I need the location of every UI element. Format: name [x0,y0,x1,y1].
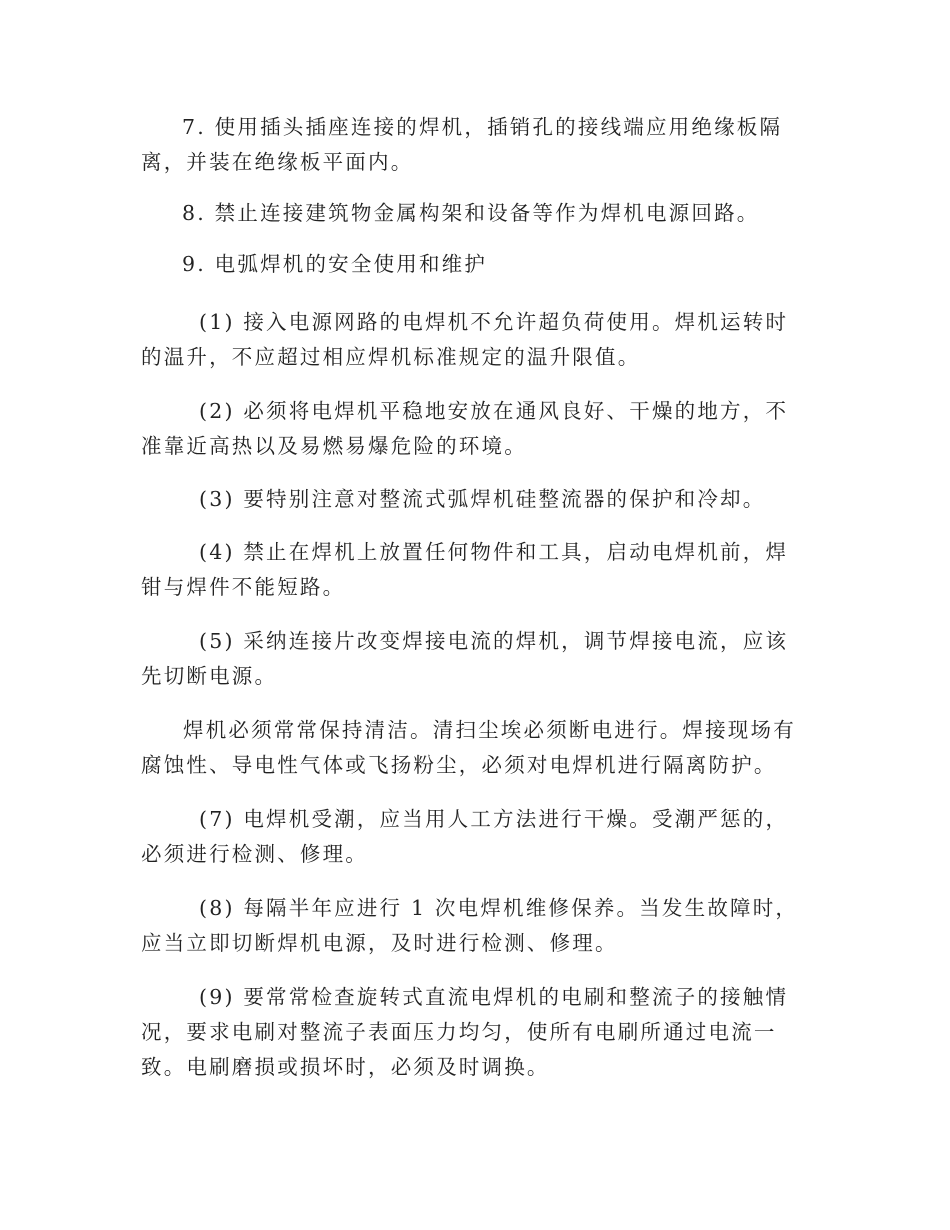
paragraph-9-3: (3) 要特别注意对整流式弧焊机硅整流器的保护和冷却。 [199,487,766,511]
paragraph-9-2: (2) 必须将电焊机平稳地安放在通风良好、干燥的地方，不准靠近高热以及易燃易爆危险的环境。 [141,399,789,458]
paragraph-9-5: (5) 采纳连接片改变焊接电流的焊机，调节焊接电流，应该先切断电源。 [141,629,789,688]
paragraph-9-9: (9) 要常常检查旋转式直流电焊机的电刷和整流子的接触情况，要求电刷对整流子表面压力均匀，使所有电刷所通过电流一致。电刷磨损或损坏时，必须及时调换。 [141,985,789,1079]
paragraph-9-heading: 9. 电弧焊机的安全使用和维护 [182,252,488,276]
paragraph-9-7: (7) 电焊机受潮，应当用人工方法进行干燥。受潮严惩的，必须进行检测、修理。 [141,807,789,866]
paragraph-9-6: 焊机必须常常保持清洁。清扫尘埃必须断电进行。焊接现场有腐蚀性、导电性气体或飞扬粉尘，必须对电焊机进行隔离防护。 [141,718,796,777]
paragraph-7: 7. 使用插头插座连接的焊机，插销孔的接线端应用绝缘板隔离，并装在绝缘板平面内。 [141,115,783,174]
paragraph-9-8: (8) 每隔半年应进行 1 次电焊机维修保养。当发生故障时，应当立即切断焊机电源，及时进行检测、修理。 [141,896,799,955]
paragraph-9-4: (4) 禁止在焊机上放置任何物件和工具，启动电焊机前，焊钳与焊件不能短路。 [141,540,789,599]
paragraph-8: 8. 禁止连接建筑物金属构架和设备等作为焊机电源回路。 [182,201,760,225]
paragraph-9-1: (1) 接入电源网路的电焊机不允许超负荷使用。焊机运转时的温升，不应超过相应焊机标准规定的温升限值。 [141,310,789,369]
